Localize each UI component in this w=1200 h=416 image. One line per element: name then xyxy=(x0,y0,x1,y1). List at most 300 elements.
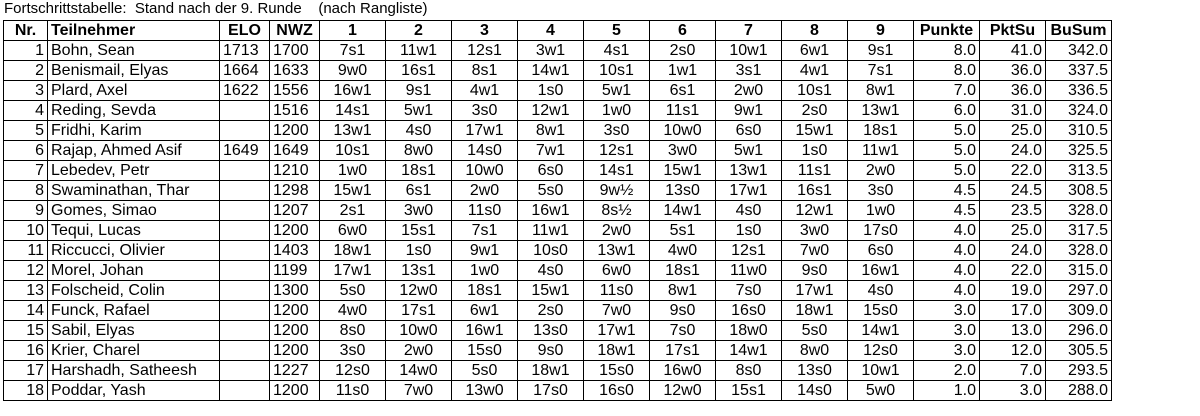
table-cell: 1s0 xyxy=(716,221,782,241)
table-cell: 9 xyxy=(4,201,48,221)
table-cell: 17w1 xyxy=(584,321,650,341)
table-cell: 24.5 xyxy=(980,181,1046,201)
header-row xyxy=(4,21,1112,41)
table-cell: 15w1 xyxy=(320,181,386,201)
table-cell: 4s0 xyxy=(386,121,452,141)
column-header: PktSu xyxy=(980,21,1046,41)
column-header: 5 xyxy=(584,21,650,41)
table-cell: 8w1 xyxy=(518,121,584,141)
table-cell: 1200 xyxy=(270,381,320,401)
table-row xyxy=(4,81,1112,101)
table-row xyxy=(4,261,1112,281)
table-cell: 8s½ xyxy=(584,201,650,221)
column-header: BuSum xyxy=(1046,21,1112,41)
table-cell: 6w0 xyxy=(320,221,386,241)
table-body xyxy=(4,41,1112,401)
table-cell: 7s0 xyxy=(650,321,716,341)
table-cell: 9s0 xyxy=(782,261,848,281)
table-cell: 18w1 xyxy=(320,241,386,261)
table-cell: 3s1 xyxy=(716,61,782,81)
table-cell: 293.5 xyxy=(1046,361,1112,381)
table-cell: 1 xyxy=(4,41,48,61)
table-cell: 2w0 xyxy=(386,341,452,361)
table-cell: 15w1 xyxy=(650,161,716,181)
table-cell: 305.5 xyxy=(1046,341,1112,361)
table-cell: 315.0 xyxy=(1046,261,1112,281)
table-cell: 9w½ xyxy=(584,181,650,201)
table-cell: 1300 xyxy=(270,281,320,301)
table-cell: Benismail, Elyas xyxy=(48,61,220,81)
table-cell: Lebedev, Petr xyxy=(48,161,220,181)
table-cell: 6s1 xyxy=(386,181,452,201)
table-cell: 4s0 xyxy=(848,281,914,301)
table-cell: 14s0 xyxy=(782,381,848,401)
table-cell: 5s0 xyxy=(518,181,584,201)
table-cell: 3.0 xyxy=(914,321,980,341)
table-cell: 3w0 xyxy=(782,221,848,241)
table-cell: 10 xyxy=(4,221,48,241)
table-cell: 15 xyxy=(4,321,48,341)
column-header: 9 xyxy=(848,21,914,41)
table-cell: Funck, Rafael xyxy=(48,301,220,321)
table-row xyxy=(4,161,1112,181)
table-cell: 342.0 xyxy=(1046,41,1112,61)
table-cell: 16w1 xyxy=(320,81,386,101)
table-cell: 16w1 xyxy=(452,321,518,341)
table-caption: Fortschrittstabelle: Stand nach der 9. Runde (nach Rangliste) xyxy=(4,0,428,17)
table-row xyxy=(4,381,1112,401)
table-cell: 14w0 xyxy=(386,361,452,381)
table-cell: Rajap, Ahmed Asif xyxy=(48,141,220,161)
table-cell: 17w1 xyxy=(320,261,386,281)
table-cell: 337.5 xyxy=(1046,61,1112,81)
column-header: Teilnehmer xyxy=(48,21,220,41)
table-cell: 3 xyxy=(4,81,48,101)
table-cell: 4w0 xyxy=(320,301,386,321)
table-cell: 6w0 xyxy=(584,261,650,281)
table-cell: 31.0 xyxy=(980,101,1046,121)
table-cell: 4.0 xyxy=(914,241,980,261)
table-cell: 14s1 xyxy=(320,101,386,121)
table-cell: 13.0 xyxy=(980,321,1046,341)
table-cell: 13w1 xyxy=(848,101,914,121)
table-cell: 11s0 xyxy=(320,381,386,401)
table-cell: Poddar, Yash xyxy=(48,381,220,401)
table-cell: 16 xyxy=(4,341,48,361)
table-cell: 2.0 xyxy=(914,361,980,381)
table-cell xyxy=(220,161,270,181)
table-cell: 10w1 xyxy=(848,361,914,381)
table-cell: 17s1 xyxy=(386,301,452,321)
table-cell: 8w0 xyxy=(782,341,848,361)
table-cell: 16s1 xyxy=(782,181,848,201)
table-cell: 12 xyxy=(4,261,48,281)
table-row xyxy=(4,341,1112,361)
table-cell: 13w1 xyxy=(584,241,650,261)
table-cell: 13s0 xyxy=(518,321,584,341)
table-cell: 12.0 xyxy=(980,341,1046,361)
table-cell: 1649 xyxy=(270,141,320,161)
table-cell: 3.0 xyxy=(980,381,1046,401)
table-cell: 9s0 xyxy=(650,301,716,321)
column-header: 1 xyxy=(320,21,386,41)
table-cell: 14w1 xyxy=(518,61,584,81)
table-cell: 17s0 xyxy=(518,381,584,401)
table-cell: 1622 xyxy=(220,81,270,101)
table-cell: 11s1 xyxy=(650,101,716,121)
table-cell: 1w1 xyxy=(650,61,716,81)
table-cell: 313.5 xyxy=(1046,161,1112,181)
table-cell: 1200 xyxy=(270,341,320,361)
table-cell: 7w1 xyxy=(518,141,584,161)
table-cell: 18w0 xyxy=(716,321,782,341)
table-cell: 3w0 xyxy=(386,201,452,221)
table-cell: 7s1 xyxy=(452,221,518,241)
table-row xyxy=(4,61,1112,81)
table-cell: 14 xyxy=(4,301,48,321)
table-cell: 8w1 xyxy=(848,81,914,101)
table-row xyxy=(4,221,1112,241)
table-cell: Sabil, Elyas xyxy=(48,321,220,341)
table-cell: 11w1 xyxy=(386,41,452,61)
table-cell: 17w1 xyxy=(716,181,782,201)
table-cell: 13s0 xyxy=(650,181,716,201)
table-cell: 3.0 xyxy=(914,341,980,361)
table-cell: 4.0 xyxy=(914,281,980,301)
table-cell: 11w1 xyxy=(518,221,584,241)
table-cell: 12s1 xyxy=(452,41,518,61)
table-cell: 4s1 xyxy=(584,41,650,61)
table-row xyxy=(4,201,1112,221)
table-cell: 12s1 xyxy=(716,241,782,261)
table-cell: 5.0 xyxy=(914,121,980,141)
table-cell: 10w0 xyxy=(452,161,518,181)
table-cell: 17 xyxy=(4,361,48,381)
table-cell: 15s1 xyxy=(716,381,782,401)
table-cell: 25.0 xyxy=(980,221,1046,241)
table-cell: 1633 xyxy=(270,61,320,81)
table-cell: 19.0 xyxy=(980,281,1046,301)
table-cell: 18s1 xyxy=(650,261,716,281)
column-header: 6 xyxy=(650,21,716,41)
table-cell: 17s0 xyxy=(848,221,914,241)
table-cell: 11s1 xyxy=(782,161,848,181)
table-cell: 5s0 xyxy=(452,361,518,381)
table-cell: 16w1 xyxy=(518,201,584,221)
table-cell: 10s1 xyxy=(320,141,386,161)
table-cell: 14w1 xyxy=(716,341,782,361)
table-cell: 2s0 xyxy=(782,101,848,121)
table-cell: 336.5 xyxy=(1046,81,1112,101)
table-cell: 14w1 xyxy=(650,201,716,221)
table-cell: 25.0 xyxy=(980,121,1046,141)
table-cell: 5w1 xyxy=(584,81,650,101)
table-cell: 17w1 xyxy=(452,121,518,141)
column-header: NWZ xyxy=(270,21,320,41)
table-cell: 7w0 xyxy=(386,381,452,401)
table-cell: 4.5 xyxy=(914,201,980,221)
table-cell: Riccucci, Olivier xyxy=(48,241,220,261)
table-cell: 8s0 xyxy=(320,321,386,341)
table-cell: Harshadh, Satheesh xyxy=(48,361,220,381)
table-cell xyxy=(220,361,270,381)
table-cell: Reding, Sevda xyxy=(48,101,220,121)
table-cell xyxy=(220,181,270,201)
table-cell: 8s1 xyxy=(452,61,518,81)
table-cell: 1200 xyxy=(270,221,320,241)
table-cell: 1w0 xyxy=(320,161,386,181)
table-cell: 8.0 xyxy=(914,41,980,61)
table-cell: 17w1 xyxy=(782,281,848,301)
table-cell: 1w0 xyxy=(584,101,650,121)
table-cell: 14w1 xyxy=(848,321,914,341)
table-cell: 6.0 xyxy=(914,101,980,121)
table-cell: 4s0 xyxy=(518,261,584,281)
column-header: 3 xyxy=(452,21,518,41)
table-cell: 16w0 xyxy=(650,361,716,381)
table-cell: 5w1 xyxy=(716,141,782,161)
table-cell: Folscheid, Colin xyxy=(48,281,220,301)
table-cell: 15s0 xyxy=(584,361,650,381)
table-cell: 1713 xyxy=(220,41,270,61)
table-cell: 11 xyxy=(4,241,48,261)
table-row xyxy=(4,241,1112,261)
table-cell: 16w1 xyxy=(848,261,914,281)
table-cell: 2w0 xyxy=(452,181,518,201)
table-cell: 4.0 xyxy=(914,221,980,241)
table-cell: 10s1 xyxy=(584,61,650,81)
table-cell: 17.0 xyxy=(980,301,1046,321)
table-cell: 1200 xyxy=(270,121,320,141)
table-cell: 13 xyxy=(4,281,48,301)
table-cell: 18w1 xyxy=(518,361,584,381)
table-cell: 11s0 xyxy=(584,281,650,301)
table-cell: 2w0 xyxy=(716,81,782,101)
table-cell: Bohn, Sean xyxy=(48,41,220,61)
table-cell: 6s0 xyxy=(518,161,584,181)
progress-table xyxy=(3,20,1112,401)
table-cell: 6s0 xyxy=(716,121,782,141)
table-cell: 12s0 xyxy=(848,341,914,361)
table-cell: 1516 xyxy=(270,101,320,121)
table-cell: 10w1 xyxy=(716,41,782,61)
table-cell: 15s1 xyxy=(386,221,452,241)
table-cell: 6s0 xyxy=(848,241,914,261)
table-cell: 2s1 xyxy=(320,201,386,221)
table-cell: 3w0 xyxy=(650,141,716,161)
table-cell: 1200 xyxy=(270,301,320,321)
table-cell: 2 xyxy=(4,61,48,81)
table-cell: 10s0 xyxy=(518,241,584,261)
table-cell: 16s0 xyxy=(716,301,782,321)
table-cell: 2w0 xyxy=(584,221,650,241)
table-cell: 2w0 xyxy=(848,161,914,181)
table-cell: 6s1 xyxy=(650,81,716,101)
table-cell: 1s0 xyxy=(782,141,848,161)
table-cell xyxy=(220,241,270,261)
table-cell: 5s0 xyxy=(320,281,386,301)
table-cell: 3.0 xyxy=(914,301,980,321)
table-row xyxy=(4,361,1112,381)
column-header: 8 xyxy=(782,21,848,41)
table-cell: 6w1 xyxy=(452,301,518,321)
table-cell: 14s1 xyxy=(584,161,650,181)
table-cell xyxy=(220,281,270,301)
table-cell: 10w0 xyxy=(386,321,452,341)
table-cell: 308.5 xyxy=(1046,181,1112,201)
table-cell: 7s1 xyxy=(320,41,386,61)
table-cell: 7w0 xyxy=(782,241,848,261)
table-cell: 9w1 xyxy=(452,241,518,261)
table-cell: 22.0 xyxy=(980,261,1046,281)
table-cell: 6 xyxy=(4,141,48,161)
table-cell: 3w1 xyxy=(518,41,584,61)
table-cell: 5.0 xyxy=(914,161,980,181)
table-cell: Morel, Johan xyxy=(48,261,220,281)
table-cell: 10w0 xyxy=(650,121,716,141)
table-cell: 15w1 xyxy=(518,281,584,301)
table-cell xyxy=(220,261,270,281)
table-cell: 13w1 xyxy=(320,121,386,141)
table-row xyxy=(4,321,1112,341)
table-cell: 4w1 xyxy=(782,61,848,81)
table-cell: Fridhi, Karim xyxy=(48,121,220,141)
table-cell: 15s0 xyxy=(848,301,914,321)
table-cell: 17s1 xyxy=(650,341,716,361)
table-cell: 4 xyxy=(4,101,48,121)
table-cell xyxy=(220,381,270,401)
table-cell: 8s0 xyxy=(716,361,782,381)
table-cell: 1556 xyxy=(270,81,320,101)
table-cell: 1298 xyxy=(270,181,320,201)
table-cell: 5w0 xyxy=(848,381,914,401)
table-cell: 325.5 xyxy=(1046,141,1112,161)
table-cell: 2s0 xyxy=(518,301,584,321)
table-cell: 9s1 xyxy=(386,81,452,101)
table-cell: 9s0 xyxy=(518,341,584,361)
table-row xyxy=(4,301,1112,321)
table-cell: 4w0 xyxy=(650,241,716,261)
table-cell: 18s1 xyxy=(386,161,452,181)
table-cell: 309.0 xyxy=(1046,301,1112,321)
table-row xyxy=(4,101,1112,121)
table-cell: 24.0 xyxy=(980,141,1046,161)
table-cell: 5s1 xyxy=(650,221,716,241)
table-cell xyxy=(220,301,270,321)
table-cell: Krier, Charel xyxy=(48,341,220,361)
table-cell xyxy=(220,321,270,341)
table-cell: 13s1 xyxy=(386,261,452,281)
table-cell: 12w1 xyxy=(518,101,584,121)
table-cell: 1w0 xyxy=(452,261,518,281)
table-cell: 3s0 xyxy=(452,101,518,121)
table-cell: 1s0 xyxy=(386,241,452,261)
table-cell: 18w1 xyxy=(584,341,650,361)
table-cell: 3s0 xyxy=(848,181,914,201)
table-cell: 324.0 xyxy=(1046,101,1112,121)
table-cell: 6w1 xyxy=(782,41,848,61)
table-cell: 1664 xyxy=(220,61,270,81)
table-cell: Swaminathan, Thar xyxy=(48,181,220,201)
table-cell: 18s1 xyxy=(452,281,518,301)
table-cell: 4.5 xyxy=(914,181,980,201)
table-cell: 8 xyxy=(4,181,48,201)
table-cell: 18s1 xyxy=(848,121,914,141)
table-cell: 12s1 xyxy=(584,141,650,161)
table-cell: Plard, Axel xyxy=(48,81,220,101)
table-cell: 4s0 xyxy=(716,201,782,221)
column-header: ELO xyxy=(220,21,270,41)
column-header: Punkte xyxy=(914,21,980,41)
table-row xyxy=(4,121,1112,141)
table-cell: 1207 xyxy=(270,201,320,221)
table-cell: 2s0 xyxy=(650,41,716,61)
table-cell: 5w1 xyxy=(386,101,452,121)
table-cell: 5s0 xyxy=(782,321,848,341)
table-cell: 5.0 xyxy=(914,141,980,161)
table-cell: 16s1 xyxy=(386,61,452,81)
table-cell: 9w0 xyxy=(320,61,386,81)
table-cell: 8w0 xyxy=(386,141,452,161)
table-cell: 10s1 xyxy=(782,81,848,101)
table-cell xyxy=(220,341,270,361)
table-cell: 1s0 xyxy=(518,81,584,101)
table-cell: 1w0 xyxy=(848,201,914,221)
table-cell: Tequi, Lucas xyxy=(48,221,220,241)
table-cell: 1.0 xyxy=(914,381,980,401)
table-cell: 24.0 xyxy=(980,241,1046,261)
table-cell: 13w0 xyxy=(452,381,518,401)
table-row xyxy=(4,141,1112,161)
table-cell: 5 xyxy=(4,121,48,141)
table-cell xyxy=(220,221,270,241)
table-cell: 7 xyxy=(4,161,48,181)
table-cell: 18 xyxy=(4,381,48,401)
column-header: 4 xyxy=(518,21,584,41)
table-cell: 22.0 xyxy=(980,161,1046,181)
table-cell: 9s1 xyxy=(848,41,914,61)
table-cell: 15s0 xyxy=(452,341,518,361)
table-cell: 12w0 xyxy=(650,381,716,401)
table-cell: 16s0 xyxy=(584,381,650,401)
table-cell xyxy=(220,201,270,221)
table-cell: 13w1 xyxy=(716,161,782,181)
table-cell xyxy=(220,121,270,141)
table-cell: 36.0 xyxy=(980,61,1046,81)
table-cell: 288.0 xyxy=(1046,381,1112,401)
table-cell: 7w0 xyxy=(584,301,650,321)
table-row xyxy=(4,281,1112,301)
table-cell: 296.0 xyxy=(1046,321,1112,341)
table-cell: 13s0 xyxy=(782,361,848,381)
table-cell: 7s0 xyxy=(716,281,782,301)
table-cell: 7s1 xyxy=(848,61,914,81)
table-cell: 7.0 xyxy=(914,81,980,101)
table-cell: 328.0 xyxy=(1046,201,1112,221)
table-cell: 12w0 xyxy=(386,281,452,301)
table-cell: 310.5 xyxy=(1046,121,1112,141)
table-row xyxy=(4,41,1112,61)
table-cell: 11s0 xyxy=(452,201,518,221)
table-cell xyxy=(220,101,270,121)
table-cell: 18w1 xyxy=(782,301,848,321)
table-cell: 317.5 xyxy=(1046,221,1112,241)
table-cell: 1199 xyxy=(270,261,320,281)
table-cell: 1200 xyxy=(270,321,320,341)
table-cell: 3s0 xyxy=(320,341,386,361)
table-cell: 8w1 xyxy=(650,281,716,301)
table-cell: 1403 xyxy=(270,241,320,261)
